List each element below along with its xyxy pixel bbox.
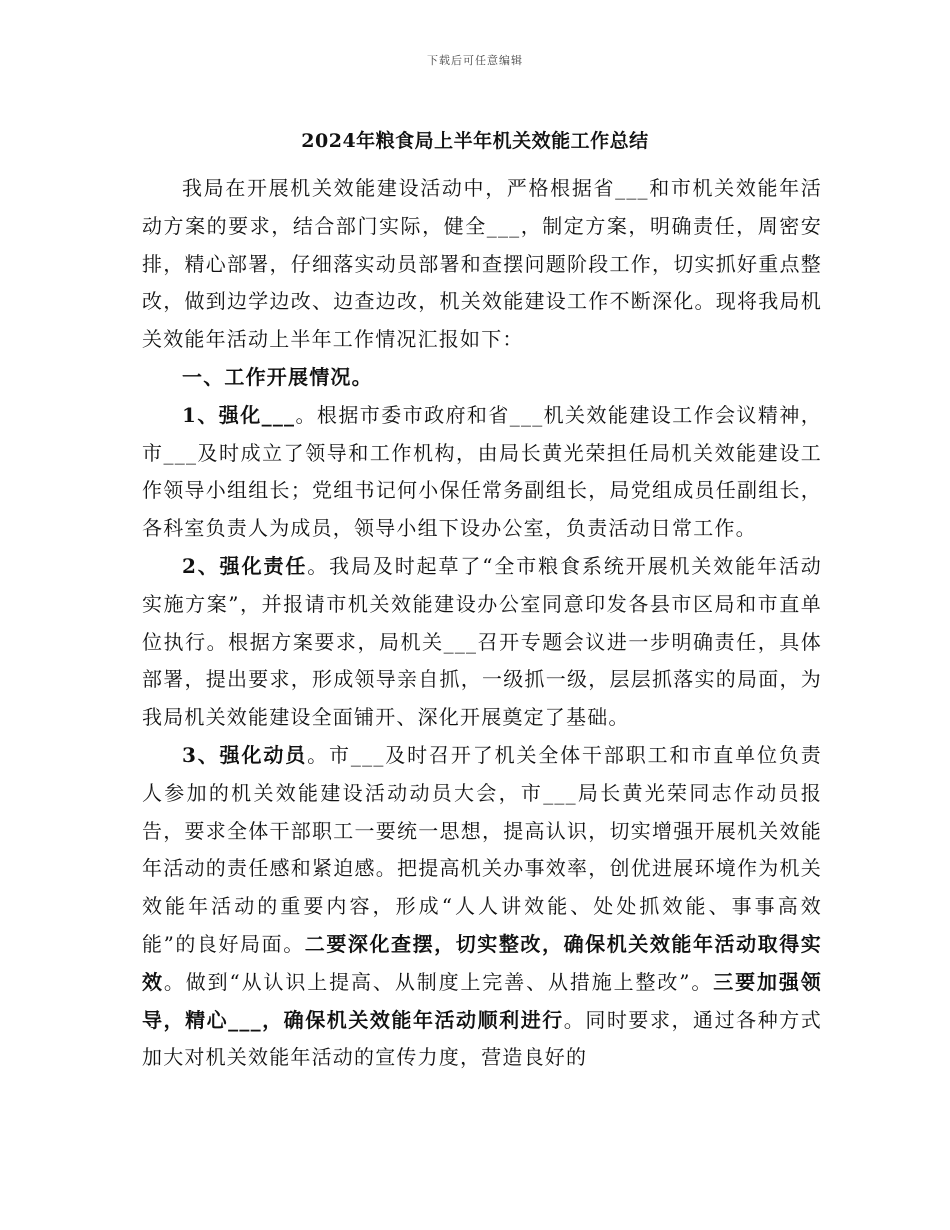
document-title: 2024年粮食局上半年机关效能工作总结 [301,130,649,152]
intro-paragraph: 我局在开展机关效能建设活动中，严格根据省___和市机关效能年活动方案的要求，结合部门实际，健全___，制定方案，明确责任，周密安排，精心部署，仔细落实动员部署和查摆问题阶段工作，切实抓好重点整改，做到边学边改、边查边改，机关效能建设工作不断深化。现将我局机关效能年活动上半年工作情况汇报如下： [142,176,822,352]
item-1-text: 。根据市委市政府和省___机关效能建设工作会议精神，市___及时成立了领导和工作机构，由局长黄光荣担任局机关效能建设工作领导小组组长；党组书记何小保任常务副组长，局党组成员任副组长，各科室负责人为成员，领导小组下设办公室，负责活动日常工作。 [142,402,822,541]
item-2-text: 。我局及时起草了“全市粮食系统开展机关效能年活动实施方案”，并报请市机关效能建设办公室同意印发各县市区局和市直单位执行。根据方案要求，局机关___召开专题会议进一步明确责任，具体部署，提出要求，形成领导亲自抓，一级抓一级，层层抓落实的局面，为我局机关效能建设全面铺开、深化开展奠定了基础。 [142,553,822,730]
item-2-label: 2、强化责任 [182,553,308,578]
item-3-bold-d: 三要加强领导，精心___，确保机关效能年活动顺利进行 [142,969,823,1032]
item-3-text-c: 。做到“从认识上提高、从制度上完善、从措施上整改”。 [163,969,714,994]
document-body [142,170,822,1077]
item-3-text-a: 。市___及时召开了机关全体干部职工和市直单位负责人参加的机关效能建设活动动员大会，市___局长黄光荣同志作动员报告，要求全体干部职工一要统一思想，提高认识，切实增强开展机关效能年活动的责任感和紧迫感。把提高机关办事效率，创优进展环境作为机关效能年活动的重要内容，形成“人人讲效能、处处抓效能、事事高效能”的良好局面。 [142,742,823,956]
item-3-bold-b: 二要深化查摆，切实整改，确保机关效能年活动取得实效 [142,931,822,994]
item-3-label: 3、强化动员 [182,742,308,767]
section-heading-1: 一、工作开展情况。 [182,364,373,389]
item-3-paragraph [142,737,822,1077]
item-2-paragraph [142,548,822,737]
item-1-label: 1、强化___ [182,402,296,427]
item-3-text-e: 。同时要求，通过各种方式加大对机关效能年活动的宣传力度，营造良好的 [142,1007,822,1070]
item-1-paragraph [142,397,822,548]
page-header-note: 下载后可任意编辑 [427,54,523,67]
